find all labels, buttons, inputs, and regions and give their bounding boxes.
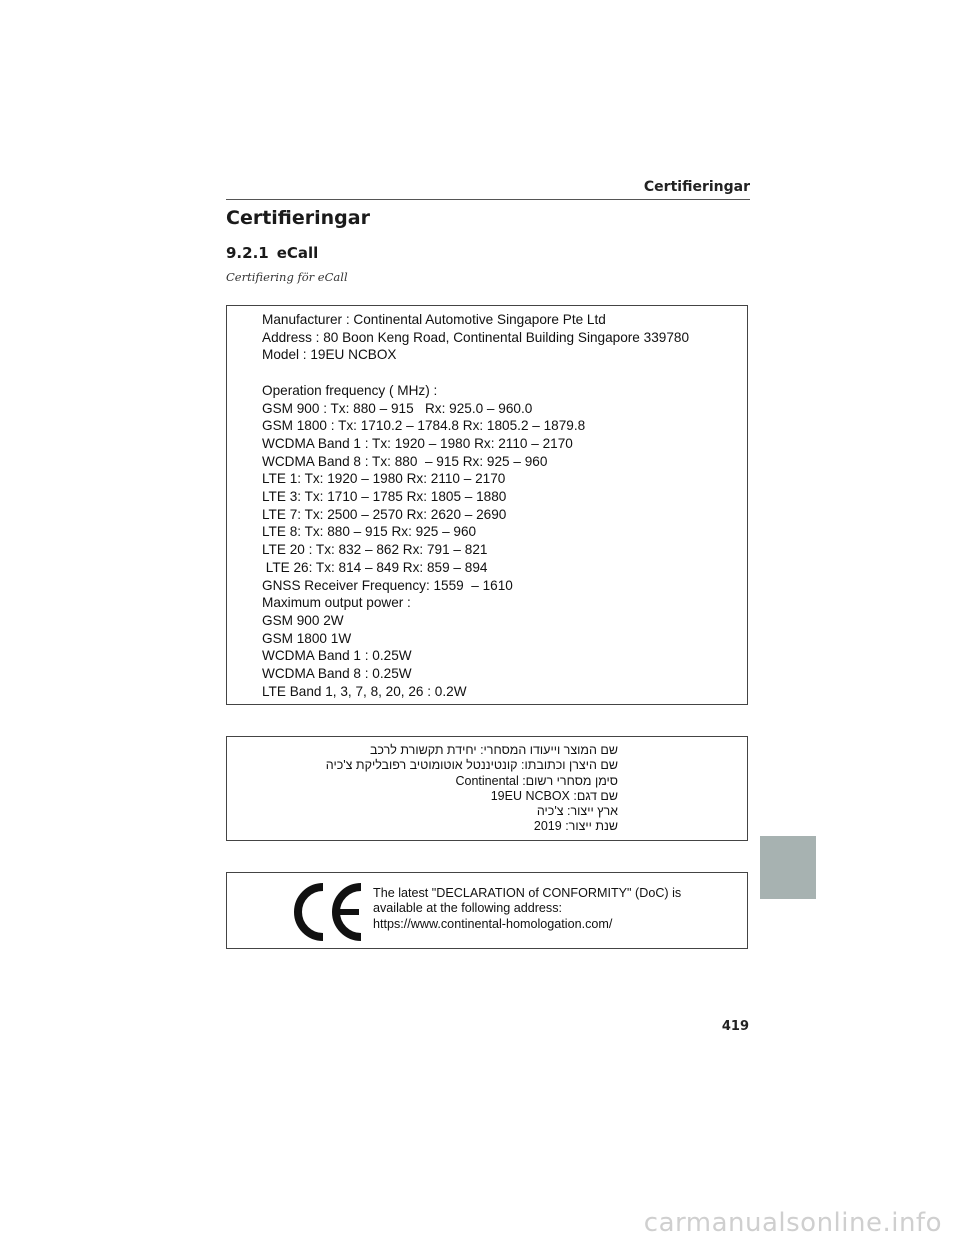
section-heading	[226, 244, 318, 262]
spec-line: GSM 1800 : Tx: 1710.2 – 1784.8 Rx: 1805.2 – 1879.8	[262, 418, 586, 434]
spec-line: LTE 1: Tx: 1920 – 1980 Rx: 2110 – 2170	[262, 471, 506, 487]
ce-declaration-box	[226, 872, 748, 949]
ce-text-line: The latest "DECLARATION of CONFORMITY" (DoC) is	[373, 886, 682, 900]
section-number: 9.2.1	[226, 244, 269, 262]
spec-line: LTE 3: Tx: 1710 – 1785 Rx: 1805 – 1880	[262, 489, 507, 505]
spec-line: Model : 19EU NCBOX	[262, 347, 397, 363]
spec-line: GNSS Receiver Frequency: 1559 – 1610	[262, 577, 513, 593]
hebrew-lines	[326, 743, 618, 835]
spec-lines	[262, 311, 747, 700]
hebrew-line: שנת ייצור: 2019	[533, 819, 618, 834]
spec-line: GSM 900 2W	[262, 612, 344, 628]
spec-line: LTE 20 : Tx: 832 – 862 Rx: 791 – 821	[262, 542, 488, 558]
spec-line: Operation frequency ( MHz) :	[262, 382, 438, 398]
hebrew-info-box	[226, 736, 748, 841]
hebrew-line: שם היצרן וכתובתו: קונטיננטל אוטומוטיב רפובליקת צ'כיה	[325, 758, 618, 773]
spec-line	[262, 364, 747, 382]
spec-line: WCDMA Band 1 : 0.25W	[262, 648, 412, 664]
spec-line: LTE Band 1, 3, 7, 8, 20, 26 : 0.2W	[262, 683, 467, 699]
spec-line: WCDMA Band 8 : 0.25W	[262, 666, 412, 682]
hebrew-line: סימן מסחרי רשום: Continental	[455, 773, 618, 788]
section-title: eCall	[276, 244, 319, 262]
section-caption: Certifiering för eCall	[226, 270, 348, 284]
page-number: 419	[721, 1019, 749, 1034]
running-header-title: Certifieringar	[643, 179, 750, 195]
spec-line: LTE 7: Tx: 2500 – 2570 Rx: 2620 – 2690	[262, 506, 507, 522]
spec-line: Maximum output power :	[262, 595, 411, 611]
hebrew-line: ארץ ייצור: צ'כיה	[536, 804, 618, 819]
spec-box	[226, 305, 748, 705]
ce-text-line: available at the following address:	[373, 901, 563, 916]
spec-line: Address : 80 Boon Keng Road, Continental Building Singapore 339780	[262, 329, 690, 345]
page-title: Certifieringar	[226, 207, 370, 229]
ce-text-line: https://www.continental-homologation.com/	[373, 916, 613, 931]
ce-mark-icon	[293, 881, 365, 943]
spec-line: LTE 26: Tx: 814 – 849 Rx: 859 – 894	[262, 559, 488, 575]
spec-line: WCDMA Band 1 : Tx: 1920 – 1980 Rx: 2110 – 2170	[262, 435, 573, 451]
spec-line: WCDMA Band 8 : Tx: 880 – 915 Rx: 925 – 960	[262, 453, 548, 469]
header-rule	[226, 199, 750, 200]
watermark: carmanualsonline.info	[643, 1208, 942, 1238]
spec-line: Manufacturer : Continental Automotive Singapore Pte Ltd	[262, 312, 606, 327]
hebrew-line: שם דגם: 19EU NCBOX	[490, 788, 618, 803]
spec-line: GSM 900 : Tx: 880 – 915 Rx: 925.0 – 960.0	[262, 400, 533, 416]
spec-line: LTE 8: Tx: 880 – 915 Rx: 925 – 960	[262, 524, 477, 540]
hebrew-line: שם המוצר וייעודו המסחרי: יחידת תקשורת לרכב	[369, 743, 618, 757]
spec-line: GSM 1800 1W	[262, 630, 352, 646]
chapter-side-tab	[760, 836, 816, 899]
ce-declaration-text	[373, 886, 681, 932]
